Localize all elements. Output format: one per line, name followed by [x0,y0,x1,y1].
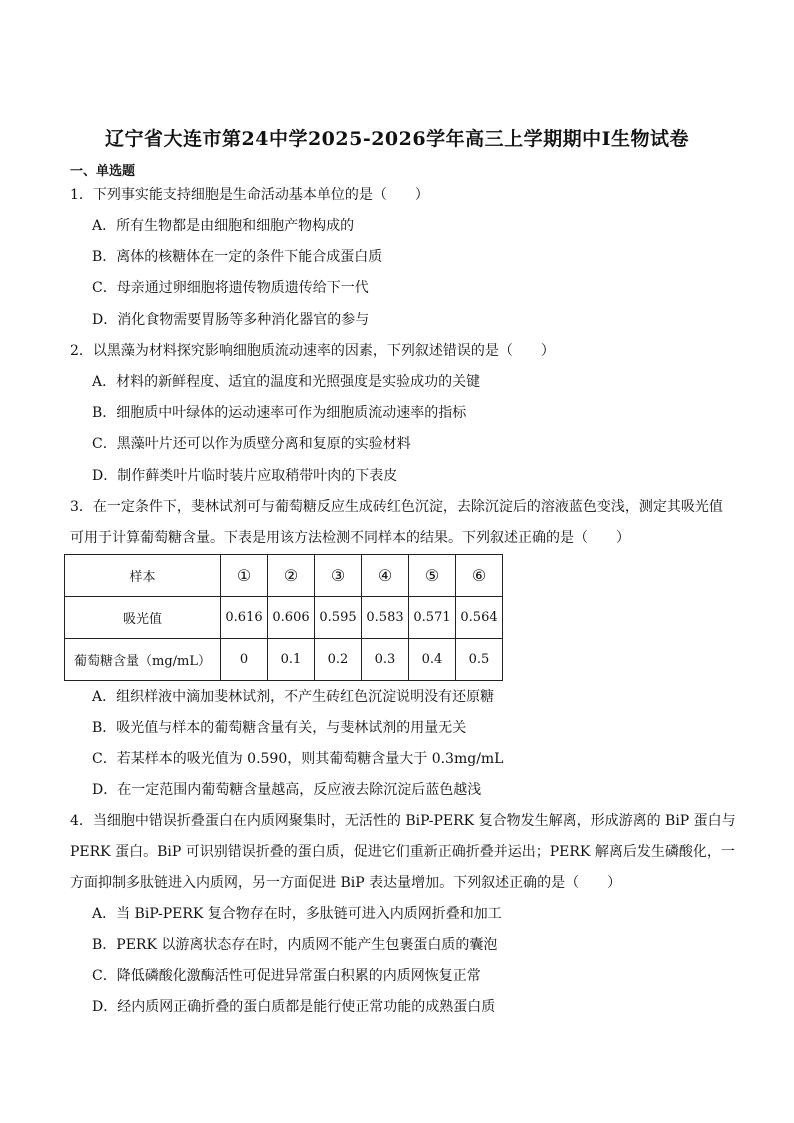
question-1-option-d: D．消化食物需要胃肠等多种消化器官的参与 [92,312,370,328]
question-4-option-b: B．PERK 以游离状态存在时，内质网不能产生包裹蛋白质的囊泡 [92,937,498,953]
table-cell: 0.564 [456,597,503,639]
table-cell: 0.595 [315,597,362,639]
table-cell: ③ [315,555,362,597]
table-cell: ⑤ [409,555,456,597]
question-4-stem-line-2: PERK 蛋白。BiP 可识别错误折叠的蛋白质，促进它们重新正确折叠并运出；PERK 解离后发生磷酸化，一 [70,844,735,860]
table-cell: 0.5 [456,639,503,681]
question-1-option-a: A．所有生物都是由细胞和细胞产物构成的 [92,218,355,234]
question-4-stem-line-3: 方面抑制多肽链进入内质网，另一方面促进 BiP 表达量增加。下列叙述正确的是（ ） [70,875,622,891]
table-cell: 0.606 [268,597,315,639]
question-1-option-c: C．母亲通过卵细胞将遗传物质遗传给下一代 [92,280,369,296]
question-4-option-c: C．降低磷酸化激酶活性可促进异常蛋白积累的内质网恢复正常 [92,968,481,984]
absorbance-table [64,554,503,681]
question-2-stem: 2．以黑藻为材料探究影响细胞质流动速率的因素，下列叙述错误的是（ ） [70,343,555,359]
table-cell: 0.1 [268,639,315,681]
table-header-sample: 样本 [65,555,221,597]
question-2-option-d: D．制作藓类叶片临时装片应取稍带叶肉的下表皮 [92,468,398,484]
question-3-option-a: A．组织样液中滴加斐林试剂，不产生砖红色沉淀说明没有还原糖 [92,689,495,705]
table-cell: 0.583 [362,597,409,639]
question-1-option-b: B．离体的核糖体在一定的条件下能合成蛋白质 [92,249,383,265]
question-2-option-b: B．细胞质中叶绿体的运动速率可作为细胞质流动速率的指标 [92,405,467,421]
question-1-stem: 1．下列事实能支持细胞是生命活动基本单位的是（ ） [70,187,429,203]
table-cell: 0 [221,639,268,681]
table-cell: 0.571 [409,597,456,639]
section-heading: 一、单选题 [70,164,136,179]
table-cell: ② [268,555,315,597]
table-cell: 0.2 [315,639,362,681]
table-cell: 0.3 [362,639,409,681]
question-3-option-b: B．吸光值与样本的葡萄糖含量有关，与斐林试剂的用量无关 [92,720,467,736]
table-row [65,639,503,681]
question-2-option-a: A．材料的新鲜程度、适宜的温度和光照强度是实验成功的关键 [92,374,481,390]
question-4-option-a: A．当 BiP-PERK 复合物存在时，多肽链可进入内质网折叠和加工 [92,906,502,922]
question-2-option-c: C．黑藻叶片还可以作为质壁分离和复原的实验材料 [92,436,411,452]
table-header-absorbance: 吸光值 [65,597,221,639]
question-3-stem-line-1: 3．在一定条件下，斐林试剂可与葡萄糖反应生成砖红色沉淀，去除沉淀后的溶液蓝色变浅，测定其吸光值 [70,499,723,515]
question-4-stem-line-1: 4．当细胞中错误折叠蛋白在内质网聚集时，无活性的 BiP-PERK 复合物发生解离，形成游离的 BiP 蛋白与 [70,813,736,829]
question-3-stem-line-2: 可用于计算葡萄糖含量。下表是用该方法检测不同样本的结果。下列叙述正确的是（ ） [70,530,630,546]
question-3-option-d: D．在一定范围内葡萄糖含量越高，反应液去除沉淀后蓝色越浅 [92,782,482,798]
question-4-option-d: D．经内质网正确折叠的蛋白质都是能行使正常功能的成熟蛋白质 [92,999,496,1015]
exam-title: 辽宁省大连市第24中学2025-2026学年高三上学期期中Ⅰ生物试卷 [105,128,689,150]
question-3-option-c: C．若某样本的吸光值为 0.590，则其葡萄糖含量大于 0.3mg/mL [92,751,504,767]
table-cell: ① [221,555,268,597]
table-cell: 0.4 [409,639,456,681]
table-cell: ⑥ [456,555,503,597]
table-row [65,555,503,597]
table-cell: 0.616 [221,597,268,639]
table-row [65,597,503,639]
table-cell: ④ [362,555,409,597]
table-header-glucose: 葡萄糖含量（mg/mL） [65,639,221,681]
